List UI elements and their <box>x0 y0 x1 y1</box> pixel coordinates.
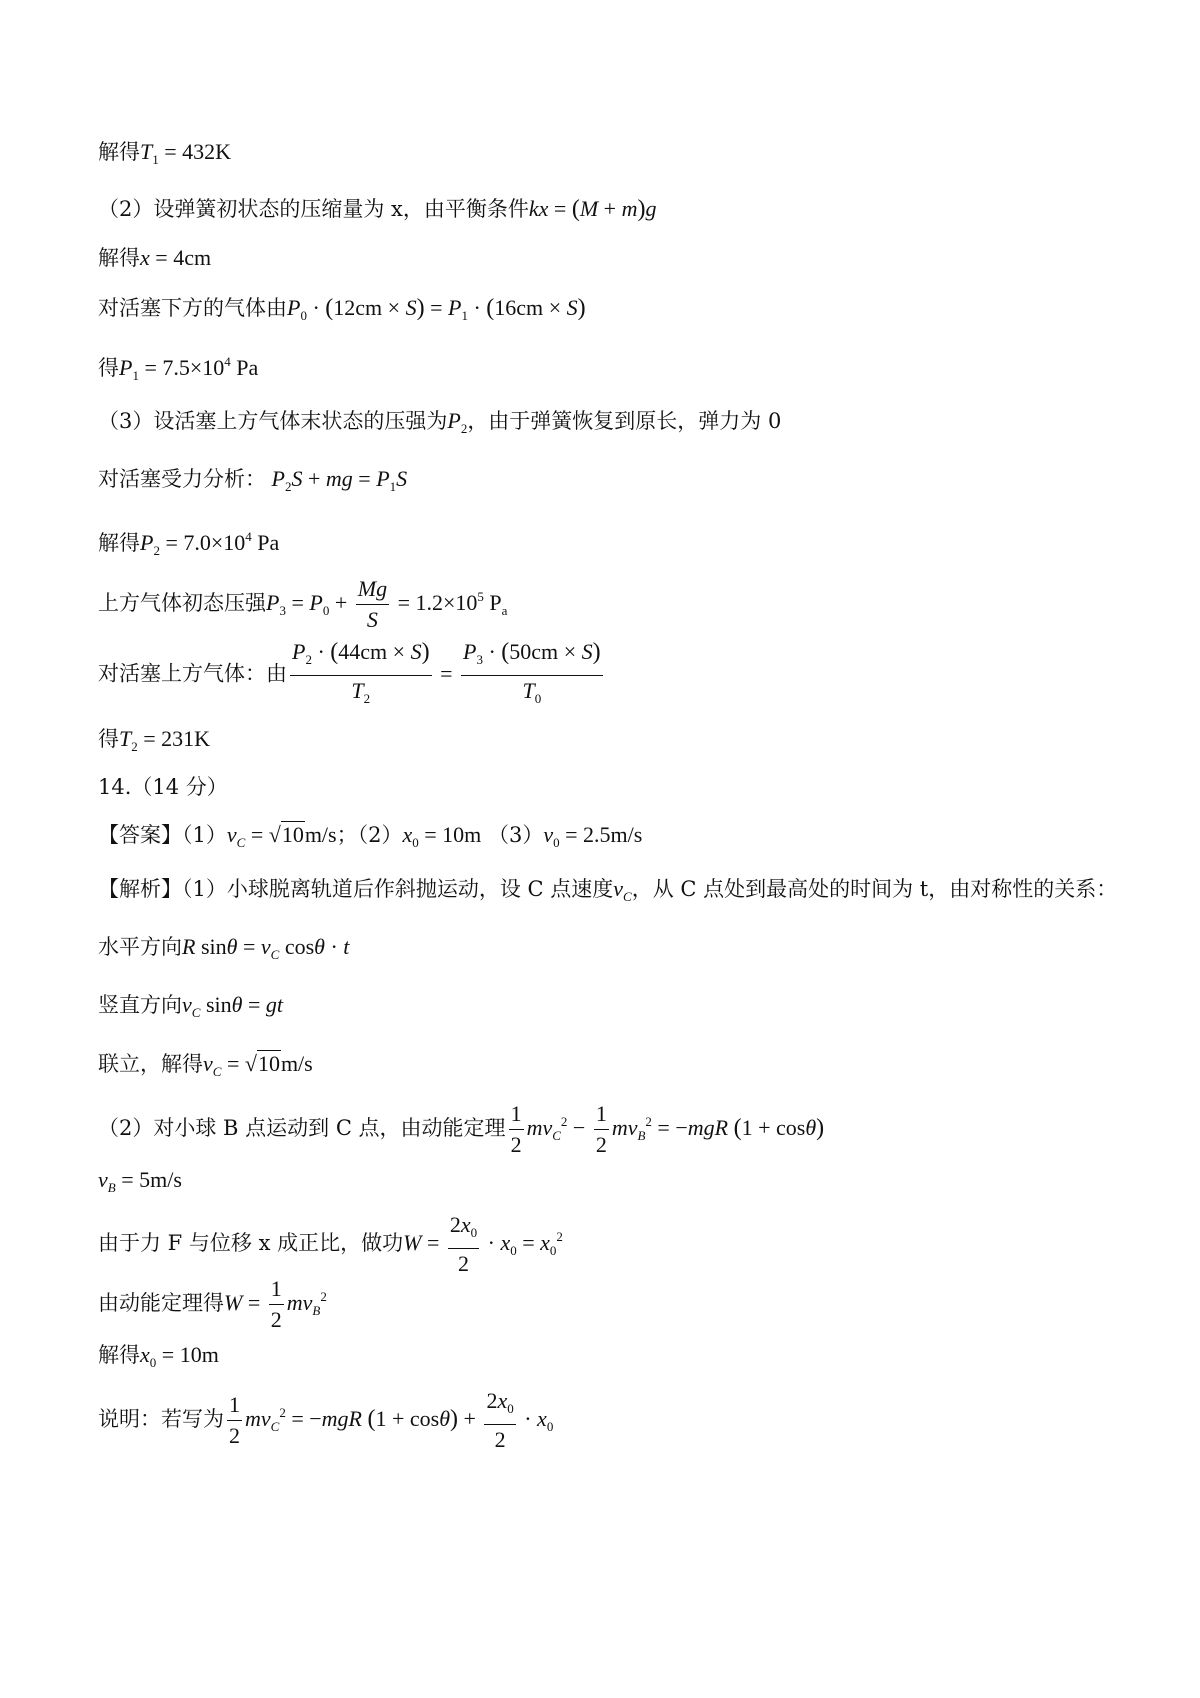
fraction: $\frac{Mg}{S}$ <box>357 576 388 633</box>
solution-line: （3）设活塞上方气体末状态的压强为$P_2$，由于弹簧恢复到原长，弹力为 0 <box>98 408 782 436</box>
fraction: $\frac{1}{2}$ <box>229 1392 240 1449</box>
solution-line: 由动能定理得W = $\frac{1}{2}$ $mv_B^2$ <box>98 1267 327 1341</box>
solution-line: 联立，解得$v_C = √10m/s$ <box>98 1051 313 1079</box>
solution-line: 对活塞受力分析： $P_2S$ + mg = $P_1S$ <box>98 466 408 494</box>
fraction: $\frac{2x_0}{2}$ <box>486 1388 514 1453</box>
solution-line: $v_B = 5m/s$ <box>98 1167 182 1195</box>
fraction: $\frac{2x_0}{2}$ <box>449 1212 478 1277</box>
solution-line: 上方气体初态压强$P_3 = P_0$ + $\frac{Mg}{S}$ = $1.2\times 10^5$ $P_a$ <box>98 567 507 641</box>
solution-line: （2）设弹簧初状态的压缩量为 x，由平衡条件kx = (M + m)g <box>98 196 657 222</box>
solution-line: （2）对小球 B 点运动到 C 点，由动能定理 $\frac{1}{2}$ $mv_C^2$ − $\frac{1}{2}$ $mv_B^2 = -mgR$ (1 + cosθ) <box>98 1092 824 1166</box>
note-line: 说明：若写为 $\frac{1}{2}$ $mv_C^2 = -mgR$ (1 + cosθ) + $\frac{2x_0}{2}$ · $x_0$ <box>98 1383 553 1457</box>
solution-line: 解得$T_1 = 432K$ <box>98 139 232 167</box>
fraction: $\frac{1}{2}$ <box>510 1101 522 1158</box>
fraction: $\frac{P_2 \cdot (44cm \times S)}{T_2}$ <box>292 639 430 706</box>
question-heading: 14.（14 分） <box>98 775 228 799</box>
solution-line: 解得x = 4cm <box>98 245 212 270</box>
solution-line: 由于力 F 与位移 x 成正比，做功W = $\frac{2x_0}{2}$ · $x_0 = x_0^2$ <box>98 1207 563 1281</box>
fraction: $\frac{1}{2}$ <box>270 1276 282 1333</box>
analysis-line: 【解析】（1）小球脱离轨道后作斜抛运动，设 C 点速度$v_C$，从 C 点处到最高处的时间为 t，由对称性的关系： <box>98 876 1118 904</box>
solution-line: 对活塞下方的气体由$P_0 \cdot (12cm \times S) = P_1 \cdot (16cm \times S)$ <box>98 295 586 323</box>
solution-line: 对活塞上方气体：由 $\frac{P_2 \cdot (44cm \times S)}{T_2}$ = $\frac{P_3 \cdot (50cm \times S)}{T_0}$ <box>98 637 606 714</box>
solution-line: 解得$x_0 = 10m$ <box>98 1342 219 1370</box>
fraction: $\frac{P_3 \cdot (50cm \times S)}{T_0}$ <box>463 639 601 706</box>
answer-line: 【答案】$(1)v_C = √10m/s$；$(2)x_0 = 10m$ $(3)v_0 = 2.5m/s$ <box>98 822 643 850</box>
fraction: $\frac{1}{2}$ <box>595 1101 607 1158</box>
solution-line: 竖直方向$v_C$ sinθ = gt <box>98 992 283 1020</box>
solution-line: 得$T_2 = 231K$ <box>98 726 211 754</box>
solution-line: 得$P_1 = 7.5\times 10^4$ Pa <box>98 354 259 383</box>
solution-line: 解得$P_2 = 7.0\times 10^4$ Pa <box>98 529 280 558</box>
solution-line: 水平方向R $\sin\theta = v_C$ cosθ · t <box>98 934 350 962</box>
